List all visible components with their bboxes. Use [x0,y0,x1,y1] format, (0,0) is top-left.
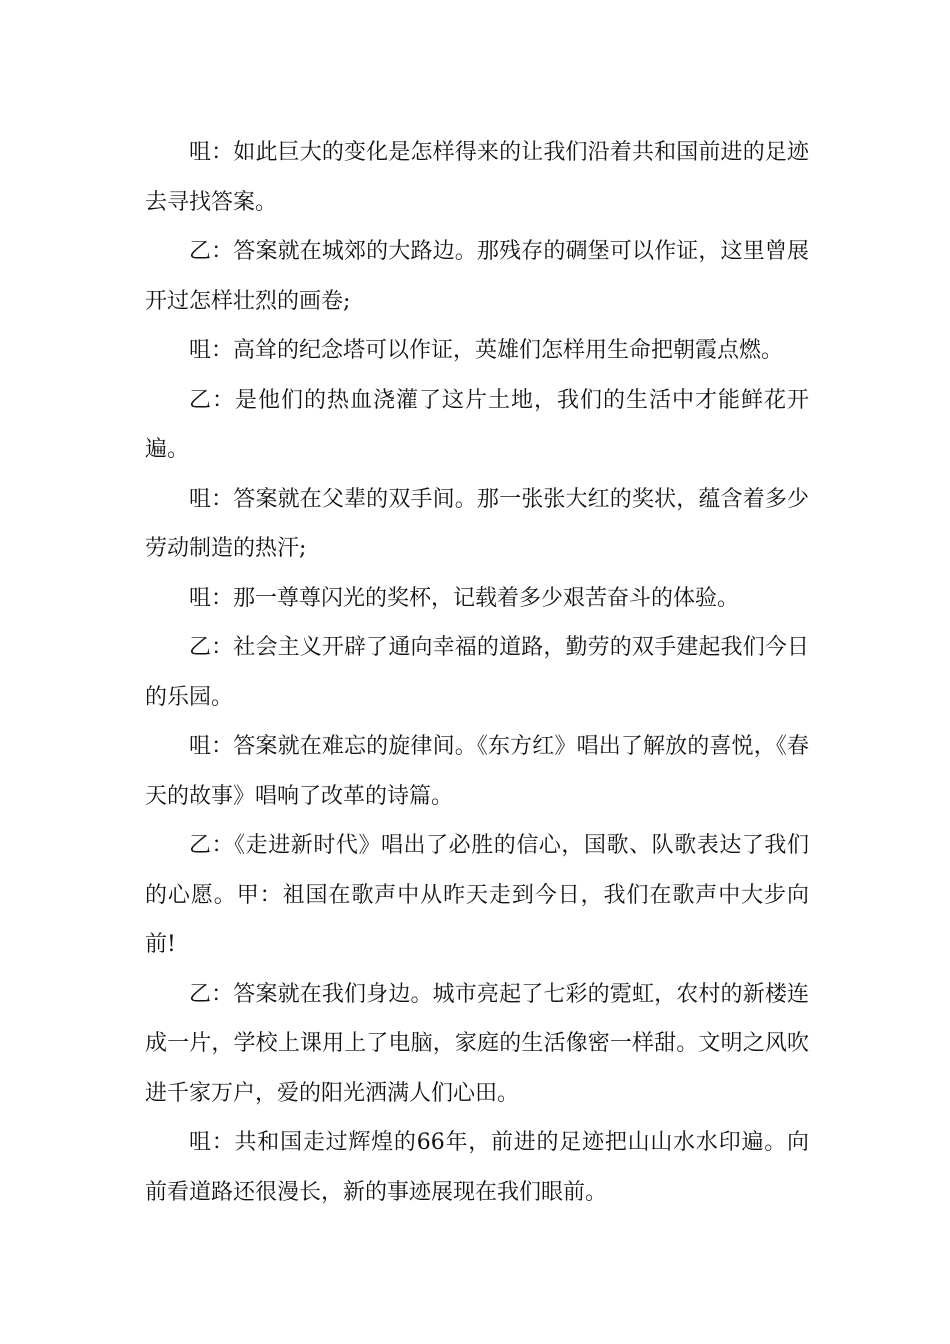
paragraph-6: 咀：那一尊尊闪光的奖杯，记载着多少艰苦奋斗的体验。 [189,585,740,611]
paragraph-8: 咀：答案就在难忘的旋律间。《东方红》唱出了解放的喜悦，《春天的故事》唱响了改革的诗篇。 [145,734,809,809]
paragraph-1: 咀：如此巨大的变化是怎样得来的让我们沿着共和国前进的足迹去寻找答案。 [145,140,809,215]
document-body [145,128,809,1217]
paragraph-3: 咀：高耸的纪念塔可以作证，英雄们怎样用生命把朝霞点燃。 [189,338,784,363]
paragraph-10: 乙：答案就在我们身边。城市亮起了七彩的霓虹，农村的新楼连成一片，学校上课用上了电脑，家庭的生活像密一样甜。文明之风吹进千家万户，爱的阳光洒满人们心田。 [145,981,809,1106]
paragraph-9: 乙：《走进新时代》唱出了必胜的信心，国歌、队歌表达了我们的心愿。甲：祖国在歌声中从昨天走到今日，我们在歌声中大步向前! [145,833,809,957]
paragraph-11: 咀：共和国走过辉煌的66年，前进的足迹把山山水水印遍。向前看道路还很漫长，新的事迹展现在我们眼前。 [145,1130,809,1205]
paragraph-4: 乙：是他们的热血浇灌了这片土地，我们的生活中才能鲜花开遍。 [145,387,809,462]
paragraph-7: 乙：社会主义开辟了通向幸福的道路，勤劳的双手建起我们今日的乐园。 [145,635,809,710]
paragraph-5: 咀：答案就在父辈的双手间。那一张张大红的奖状，蕴含着多少劳动制造的热汗; [145,486,809,561]
paragraph-2: 乙：答案就在城郊的大路边。那残存的碉堡可以作证，这里曾展开过怎样壮烈的画卷; [145,239,809,314]
